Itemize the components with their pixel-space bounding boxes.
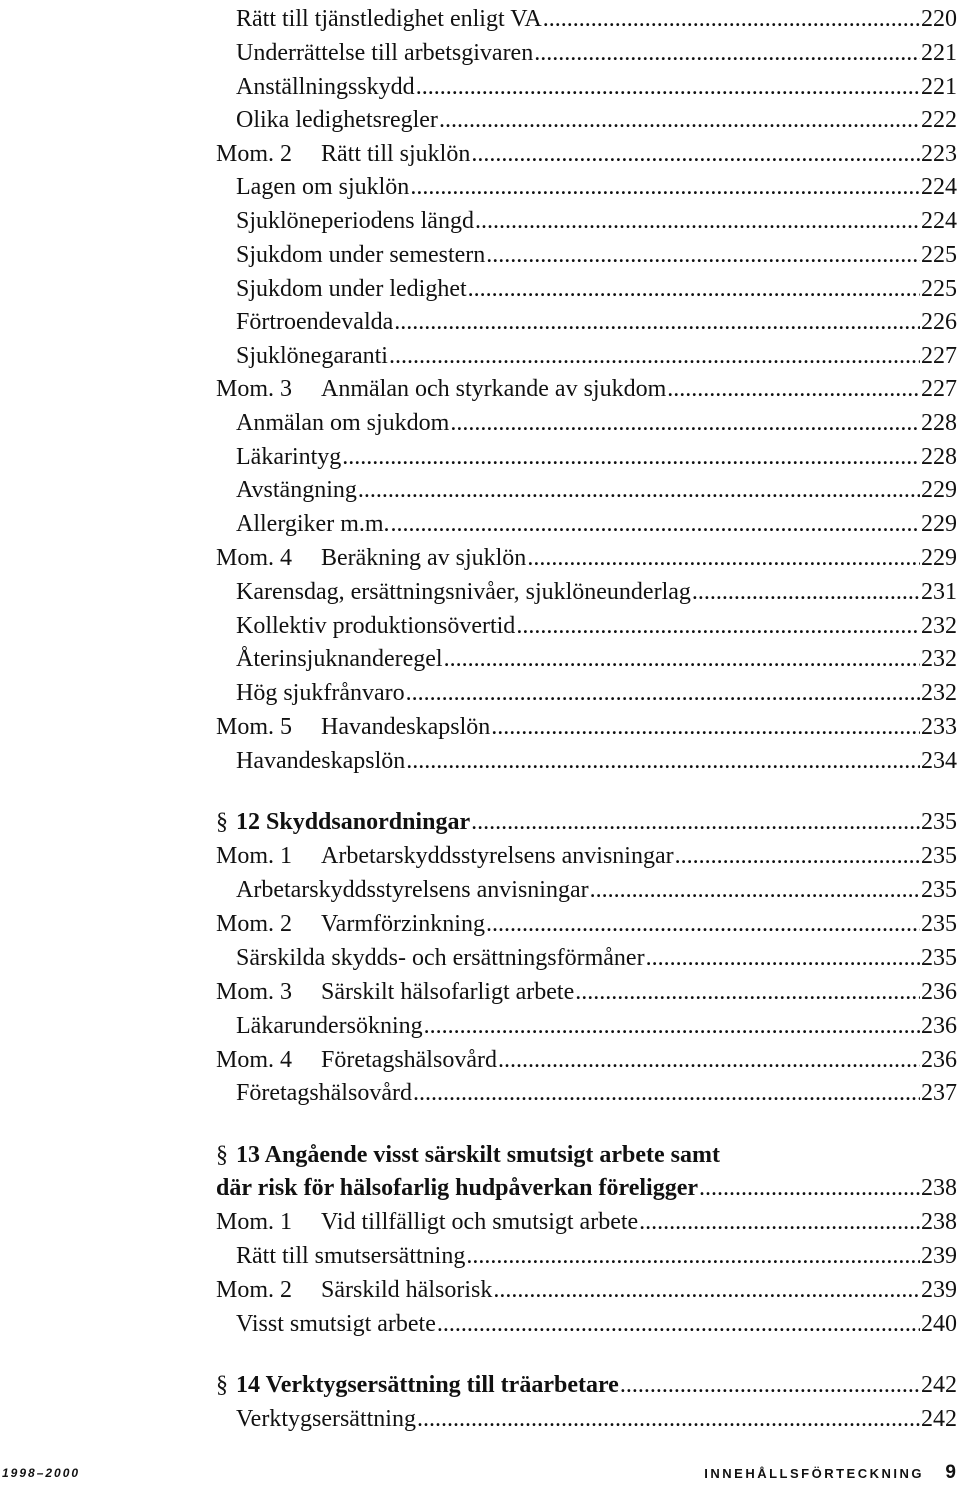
toc-entry-title: Varmförzinkning xyxy=(321,911,485,937)
toc-entry-title: Underrättelse till arbetsgivaren xyxy=(236,40,534,66)
toc-page-number: 222 xyxy=(921,107,957,133)
toc-entry-title: Visst smutsigt arbete xyxy=(236,1311,436,1337)
section-title: 13 Angående visst särskilt smutsigt arbete samt xyxy=(236,1142,720,1168)
toc-page-number: 232 xyxy=(921,680,957,706)
toc-entry-title: Rätt till sjuklön xyxy=(321,141,471,167)
dot-leader xyxy=(692,577,920,607)
toc-entry xyxy=(216,168,957,202)
toc-page-number: 236 xyxy=(921,979,957,1005)
toc-entry-title: Rätt till smutsersättning xyxy=(236,1243,466,1269)
dot-leader xyxy=(491,712,920,742)
toc-entry xyxy=(216,34,957,68)
toc-entry xyxy=(216,1041,957,1075)
toc-entry-title: Kollektiv produktionsövertid xyxy=(236,613,516,639)
toc-page-number: 236 xyxy=(921,1047,957,1073)
toc-entry-title: Sjuklönegaranti xyxy=(236,343,388,369)
dot-leader xyxy=(667,374,920,404)
toc-page-number: 229 xyxy=(921,511,957,537)
toc-page-number: 223 xyxy=(921,141,957,167)
toc-entry xyxy=(216,68,957,102)
toc-entry xyxy=(216,674,957,708)
mom-label: Mom. 4 xyxy=(216,1047,293,1073)
dot-leader xyxy=(498,1045,920,1075)
toc-entry-title: Rätt till tjänstledighet enligt VA xyxy=(236,6,542,32)
mom-label: Mom. 1 xyxy=(216,843,293,869)
toc-page-number: 240 xyxy=(921,1311,957,1337)
toc-entry-title: Företagshälsovård xyxy=(236,1080,412,1106)
toc-page-number: 239 xyxy=(921,1277,957,1303)
mom-label: Mom. 1 xyxy=(216,1209,293,1235)
toc-entry-title: Särskilt hälsofarligt arbete xyxy=(321,979,575,1005)
toc-entry xyxy=(216,837,957,871)
mom-label: Mom. 3 xyxy=(216,979,293,1005)
toc-entry xyxy=(216,1237,957,1271)
toc-page-number: 227 xyxy=(921,343,957,369)
toc-page-number: 235 xyxy=(921,945,957,971)
toc-entry-title: Sjukdom under semestern xyxy=(236,242,486,268)
section-sign: § xyxy=(216,1142,228,1168)
toc-entry-title: Verktygsersättning xyxy=(236,1406,416,1432)
dot-leader xyxy=(516,611,920,641)
toc-entry xyxy=(216,905,957,939)
toc-entry xyxy=(216,337,957,371)
toc-entry-title: Lagen om sjuklön xyxy=(236,174,410,200)
dot-leader xyxy=(468,274,920,304)
toc-entry xyxy=(216,539,957,573)
toc-page-number: 232 xyxy=(921,646,957,672)
dot-leader xyxy=(534,38,920,68)
toc-entry-title: Vid tillfälligt och smutsigt arbete xyxy=(321,1209,639,1235)
section-title: 14 Verktygsersättning till träarbetare xyxy=(236,1372,619,1398)
toc-entry xyxy=(216,803,957,837)
toc-entry-title: Havandeskapslön xyxy=(236,748,406,774)
mom-label: Mom. 2 xyxy=(216,141,293,167)
toc-entry xyxy=(216,871,957,905)
toc-entry xyxy=(216,640,957,674)
section-sign: § xyxy=(216,1372,228,1398)
toc-page-number: 239 xyxy=(921,1243,957,1269)
toc-entry xyxy=(216,939,957,973)
toc-page-number: 238 xyxy=(921,1209,957,1235)
toc-entry-title: Läkarintyg xyxy=(236,444,342,470)
dot-leader xyxy=(391,509,920,539)
toc-entry xyxy=(216,742,957,776)
toc-entry xyxy=(216,1136,957,1170)
dot-leader xyxy=(406,678,920,708)
dot-leader xyxy=(413,1078,920,1108)
toc-page-number: 227 xyxy=(921,376,957,402)
toc-entry xyxy=(216,1203,957,1237)
dot-leader xyxy=(675,841,920,871)
toc-entry-title: Beräkning av sjuklön xyxy=(321,545,527,571)
toc-page-number: 228 xyxy=(921,410,957,436)
toc-entry xyxy=(216,708,957,742)
toc-entry-title: Sjuklöneperiodens längd xyxy=(236,208,474,234)
toc-entry xyxy=(216,1366,957,1400)
section-title-continued: där risk för hälsofarlig hudpåverkan föreligger xyxy=(216,1175,699,1201)
page-footer xyxy=(0,1462,960,1486)
dot-leader xyxy=(543,4,920,34)
dot-leader xyxy=(444,644,920,674)
toc-entry-title: Allergiker m.m. xyxy=(236,511,390,537)
toc-page-number: 235 xyxy=(921,843,957,869)
toc-entry-title: Arbetarskyddsstyrelsens anvisningar xyxy=(236,877,589,903)
toc-entry xyxy=(216,370,957,404)
dot-leader xyxy=(493,1275,920,1305)
toc-entry xyxy=(216,404,957,438)
dot-leader xyxy=(389,341,920,371)
mom-label: Mom. 3 xyxy=(216,376,293,402)
toc-entry xyxy=(216,471,957,505)
dot-leader xyxy=(527,543,920,573)
toc-entry xyxy=(216,573,957,607)
toc-entry-title: Läkarundersökning xyxy=(236,1013,423,1039)
toc-page-number: 221 xyxy=(921,40,957,66)
toc-entry xyxy=(216,303,957,337)
mom-label: Mom. 2 xyxy=(216,911,293,937)
toc-entry-title: Avstängning xyxy=(236,477,357,503)
toc-entry-title: Havandeskapslön xyxy=(321,714,491,740)
toc-entry-title: Sjukdom under ledighet xyxy=(236,276,467,302)
dot-leader xyxy=(342,442,920,472)
toc-entry-title: Återinsjuknanderegel xyxy=(236,646,443,672)
toc-page-number: 221 xyxy=(921,74,957,100)
toc-page-number: 235 xyxy=(921,809,957,835)
dot-leader xyxy=(471,139,920,169)
dot-leader xyxy=(394,307,920,337)
toc-page-number: 233 xyxy=(921,714,957,740)
toc-entry xyxy=(216,973,957,1007)
toc-entry-title: Karensdag, ersättningsnivåer, sjuklöneunderlag xyxy=(236,579,691,605)
toc-entry xyxy=(216,1007,957,1041)
footer-title: INNEHÅLLSFÖRTECKNING xyxy=(704,1466,924,1481)
dot-leader xyxy=(590,875,920,905)
toc-page-number: 238 xyxy=(921,1175,957,1201)
toc-entry-title: Anmälan om sjukdom xyxy=(236,410,450,436)
toc-entry-title: Olika ledighetsregler xyxy=(236,107,438,133)
footer-page-number: 9 xyxy=(945,1462,956,1483)
section-sign: § xyxy=(216,809,228,835)
toc-page-number: 232 xyxy=(921,613,957,639)
toc-entry-title: Hög sjukfrånvaro xyxy=(236,680,405,706)
dot-leader xyxy=(475,206,920,236)
toc-page-number: 220 xyxy=(921,6,957,32)
toc-entry-title: Särskild hälsorisk xyxy=(321,1277,493,1303)
dot-leader xyxy=(620,1370,920,1400)
dot-leader xyxy=(486,909,920,939)
toc-page-number: 229 xyxy=(921,477,957,503)
dot-leader xyxy=(416,72,920,102)
dot-leader xyxy=(466,1241,920,1271)
toc-page-number: 236 xyxy=(921,1013,957,1039)
toc-page-number: 226 xyxy=(921,309,957,335)
mom-label: Mom. 2 xyxy=(216,1277,293,1303)
dot-leader xyxy=(358,475,920,505)
toc-entry xyxy=(216,505,957,539)
toc-page-number: 235 xyxy=(921,877,957,903)
toc-page-number: 224 xyxy=(921,174,957,200)
toc-entry-title: Företagshälsovård xyxy=(321,1047,497,1073)
dot-leader xyxy=(410,172,920,202)
dot-leader xyxy=(424,1011,920,1041)
toc-page-number: 229 xyxy=(921,545,957,571)
toc-entry xyxy=(216,1305,957,1339)
toc-entry xyxy=(216,438,957,472)
dot-leader xyxy=(646,943,920,973)
toc-entry xyxy=(216,236,957,270)
toc-entry-title: Anställningsskydd xyxy=(236,74,415,100)
toc-entry-title: Arbetarskyddsstyrelsens anvisningar xyxy=(321,843,674,869)
toc-page-number: 231 xyxy=(921,579,957,605)
toc-page-number: 235 xyxy=(921,911,957,937)
toc-entry xyxy=(216,607,957,641)
toc-page-number: 237 xyxy=(921,1080,957,1106)
section-title: 12 Skyddsanordningar xyxy=(236,809,471,835)
toc-entry-title: Särskilda skydds- och ersättningsförmåner xyxy=(236,945,645,971)
toc-page-number: 242 xyxy=(921,1372,957,1398)
toc-entry xyxy=(216,1400,957,1434)
toc-entry xyxy=(216,1169,957,1203)
dot-leader xyxy=(406,746,920,776)
toc-entry-title: Förtroendevalda xyxy=(236,309,394,335)
dot-leader xyxy=(486,240,920,270)
toc-entry xyxy=(216,0,957,34)
toc-entry xyxy=(216,1271,957,1305)
dot-leader xyxy=(471,807,920,837)
toc-entry xyxy=(216,135,957,169)
toc-entry-title: Anmälan och styrkande av sjukdom xyxy=(321,376,667,402)
toc-page-number: 242 xyxy=(921,1406,957,1432)
toc-page-number: 234 xyxy=(921,748,957,774)
dot-leader xyxy=(699,1173,920,1203)
toc-entry xyxy=(216,1074,957,1108)
toc-entry xyxy=(216,202,957,236)
mom-label: Mom. 4 xyxy=(216,545,293,571)
dot-leader xyxy=(639,1207,920,1237)
toc-entry xyxy=(216,101,957,135)
toc-page-number: 225 xyxy=(921,242,957,268)
dot-leader xyxy=(417,1404,920,1434)
dot-leader xyxy=(450,408,920,438)
toc-page-number: 228 xyxy=(921,444,957,470)
mom-label: Mom. 5 xyxy=(216,714,293,740)
dot-leader xyxy=(575,977,920,1007)
dot-leader xyxy=(437,1309,920,1339)
dot-leader xyxy=(439,105,920,135)
footer-years: 1998–2000 xyxy=(2,1466,81,1480)
toc-page-number: 224 xyxy=(921,208,957,234)
toc-entry xyxy=(216,270,957,304)
toc-page-number: 225 xyxy=(921,276,957,302)
